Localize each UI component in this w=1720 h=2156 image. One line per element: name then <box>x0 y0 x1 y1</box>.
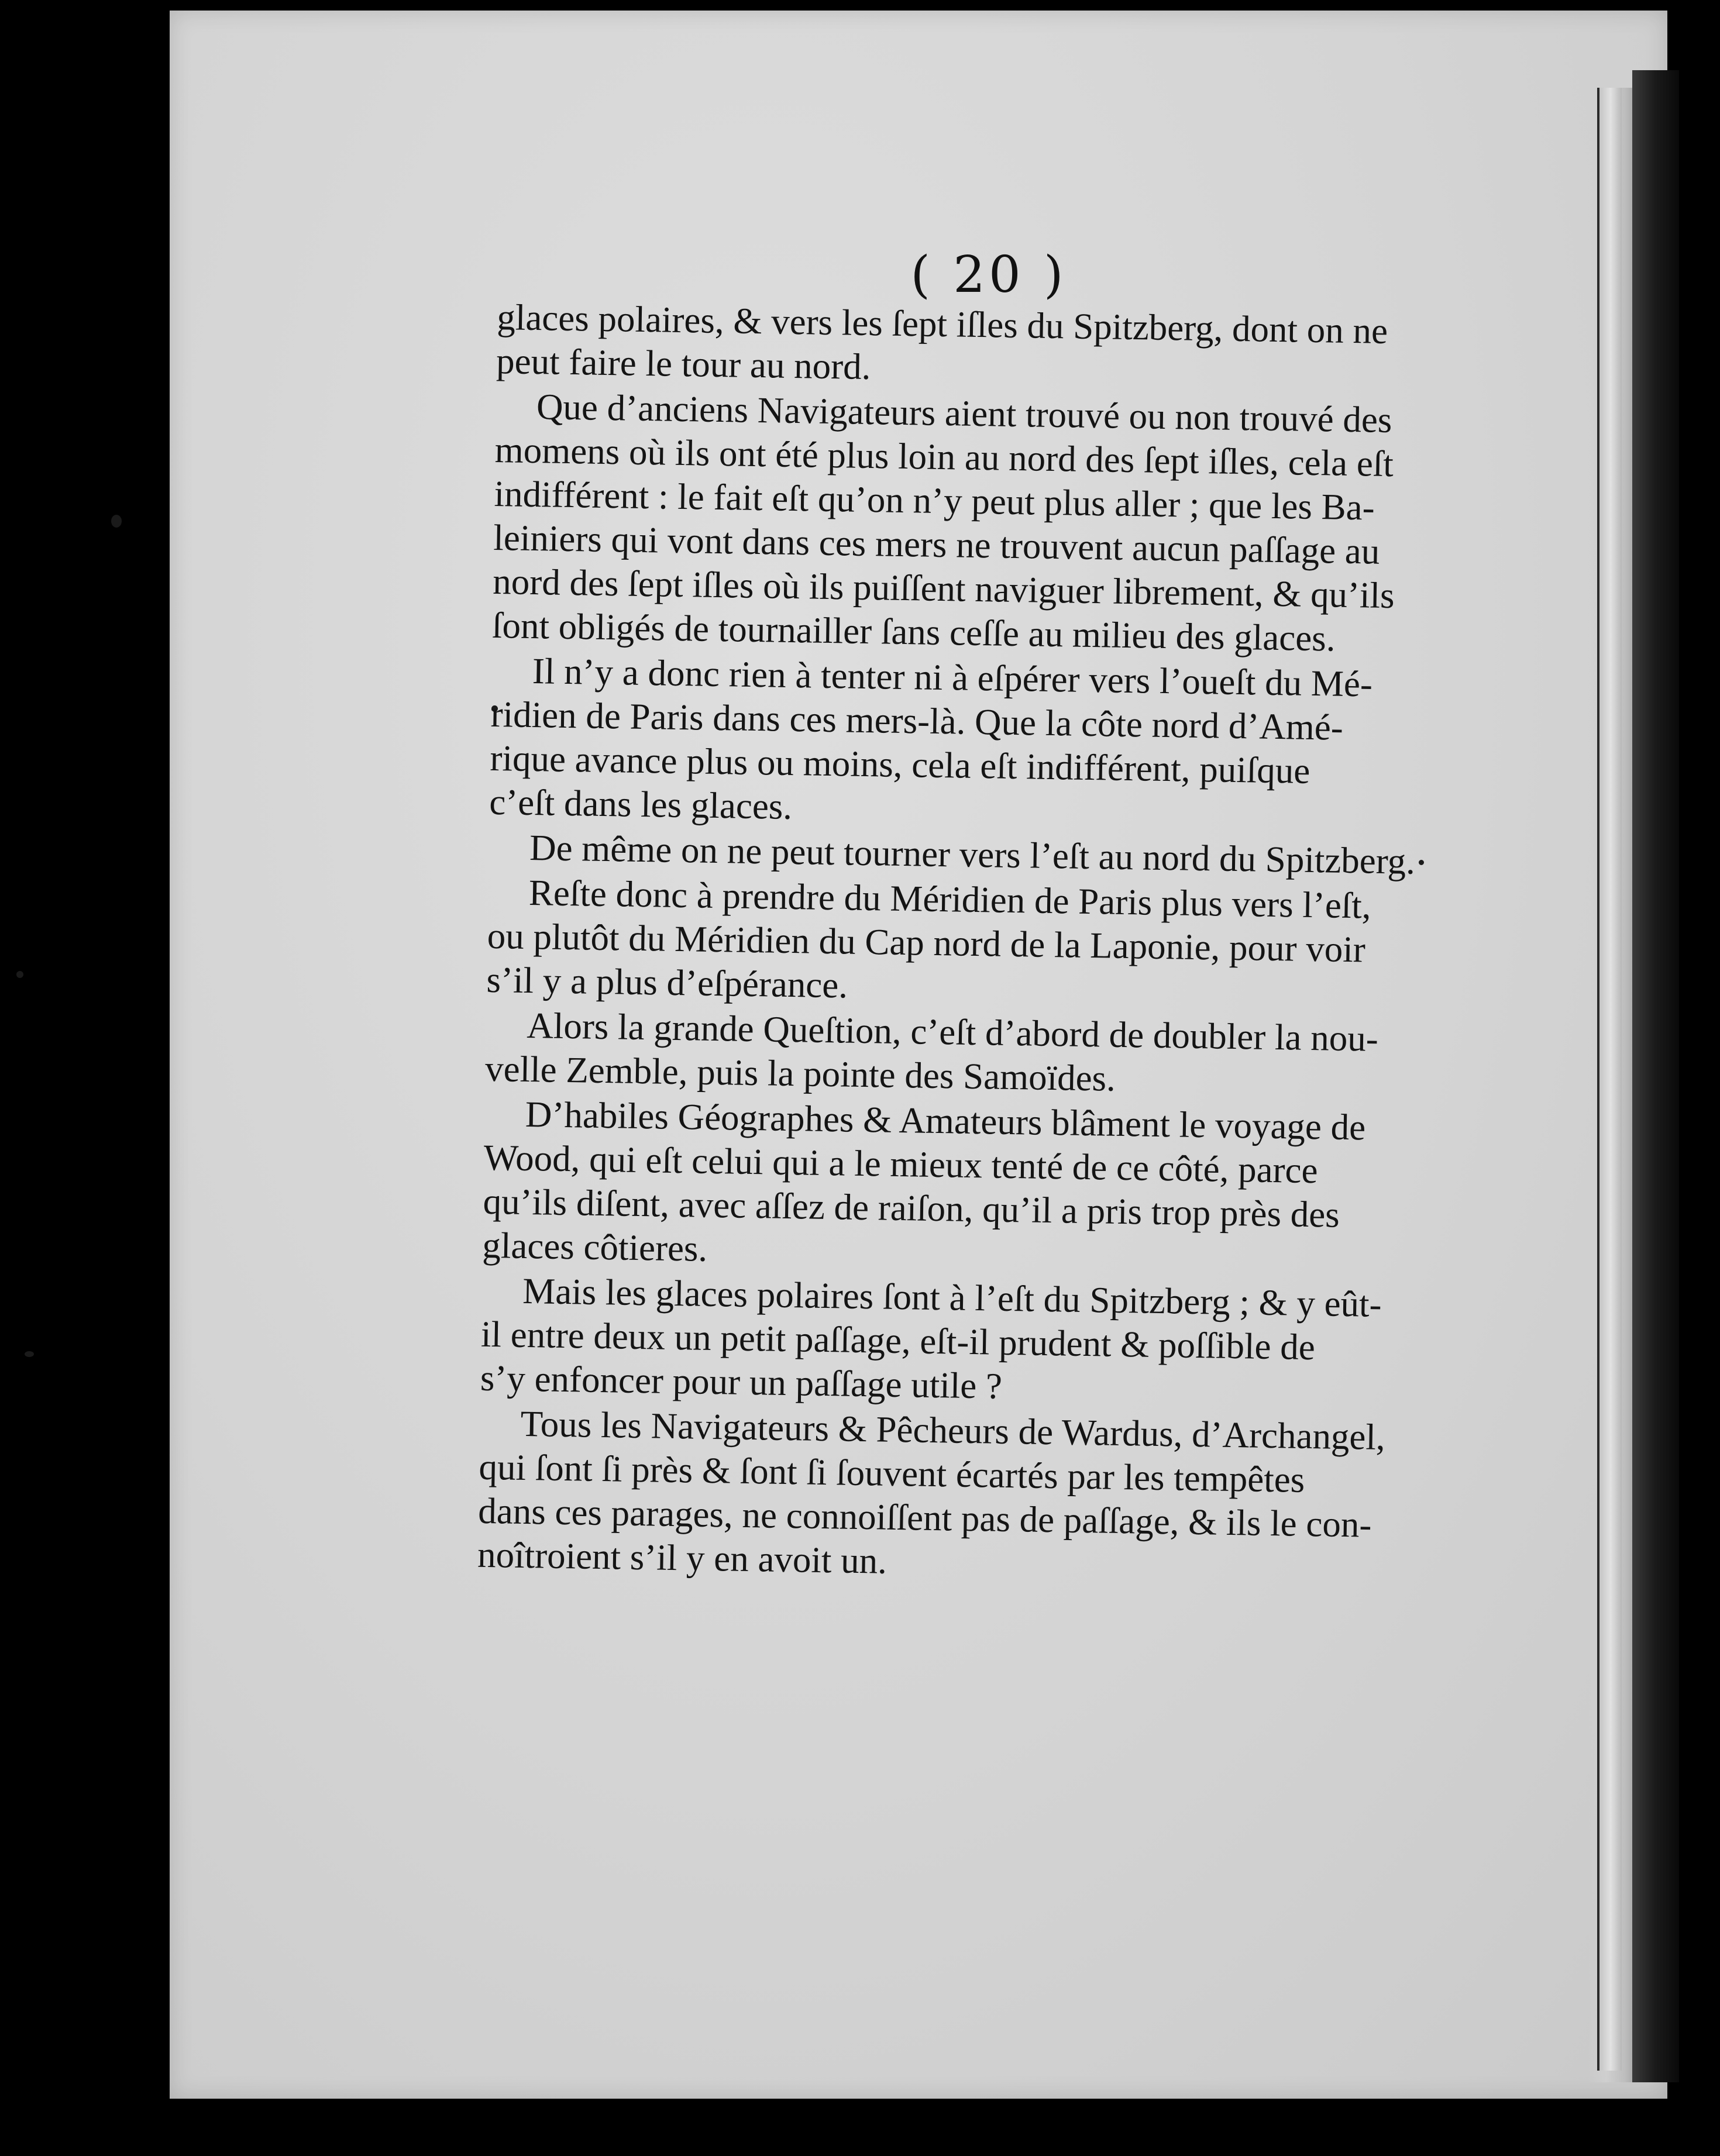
paragraph: Il n’y a donc rien à tenter ni à eſpérer vers l’oueſt du Mé- ridien de Paris dans ces mers-là. Que la côte nord d’Amé- rique avance plus ou moins, cela eſt indifférent, puiſque c’eſt dans les glaces. <box>489 650 1373 828</box>
body-text <box>477 295 1445 1593</box>
dust-speck <box>25 1351 34 1357</box>
paragraph: De même on ne peut tourner vers l’eſt au nord du Spitzberg. <box>529 826 1416 882</box>
paragraph: glaces polaires, & vers les ſept iſles du Spitzberg, dont on ne peut faire le tour au nord. <box>496 296 1388 388</box>
paragraph: Mais les glaces polaires ſont à l’eſt du Spitzberg ; & y eût- il entre deux un petit paſſage, eſt-il prudent & poſſible de s’y enfoncer pour un paſſage utile ? <box>480 1270 1382 1407</box>
binding-edge <box>1632 70 1679 2082</box>
page-fold <box>1597 88 1622 2071</box>
paragraph: Que d’anciens Navigateurs aient trouvé ou non trouvé des momens où ils ont été plus loin au nord des ſept iſles, cela eſt indifférent : le fait eſt qu’on n’y peut plus aller ; que les Ba- leiniers qui vont dans ces mers ne trouvent aucun paſſage au nord des ſept iſles où ils puiſſent naviguer librement, & qu’ils ſont obligés de tournailler ſans ceſſe au milieu des glaces. <box>491 386 1395 659</box>
page-number: ( 20 ) <box>910 246 1067 304</box>
paragraph: Tous les Navigateurs & Pêcheurs de Wardus, d’Archangel, qui ſont ſi près & ſont ſi ſouvent écartés par les tempêtes dans ces parages, ne connoiſſent pas de paſſage, & ils le con- noîtroient s’il y en avoit un. <box>477 1403 1386 1582</box>
paragraph: Alors la grande Queſtion, c’eſt d’abord de doubler la nou- velle Zemble, puis la pointe des Samoïdes. <box>484 1004 1379 1099</box>
dust-speck <box>16 971 23 978</box>
dust-speck <box>111 515 122 528</box>
paragraph: D’habiles Géographes & Amateurs blâment le voyage de Wood, qui eſt celui qui a le mieux tenté de ce côté, parce qu’ils diſent, avec aſſez de raiſon, qu’il a pris trop près des glaces côtieres. <box>481 1093 1366 1269</box>
paragraph: Reſte donc à prendre du Méridien de Paris plus vers l’eſt, ou plutôt du Méridien du Cap nord de la Laponie, pour voir s’il y a plus d’eſpérance. <box>486 872 1372 1006</box>
